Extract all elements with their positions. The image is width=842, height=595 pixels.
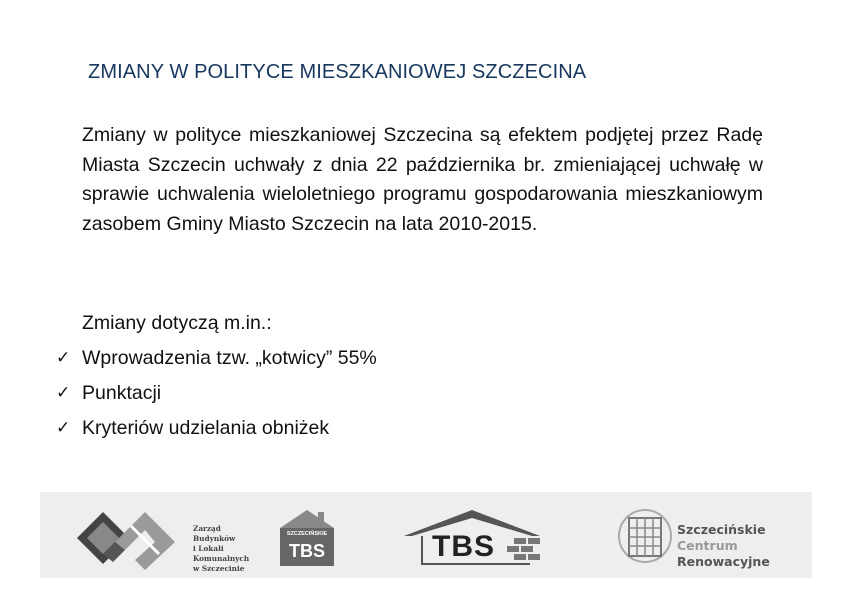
stbs-big-text: TBS bbox=[289, 541, 325, 561]
list-item-label: Wprowadzenia tzw. „kotwicy” 55% bbox=[82, 347, 377, 369]
scr-line2: Centrum bbox=[677, 538, 738, 553]
tbs-logo-text: TBS bbox=[432, 530, 495, 563]
list-intro: Zmiany dotyczą m.in.: bbox=[82, 312, 272, 334]
scr-line3: Renowacyjne bbox=[677, 554, 770, 569]
logo-footer bbox=[40, 492, 812, 578]
change-list bbox=[56, 344, 377, 449]
tbs-logo bbox=[402, 508, 552, 568]
list-item-label: Kryteriów udzielania obniżek bbox=[82, 417, 330, 439]
stbs-small-text: SZCZECIŃSKIE bbox=[286, 531, 328, 537]
body-paragraph: Zmiany w polityce mieszkaniowej Szczecina są efektem podjętej przez Radę Miasta Szczecin uchwały z dnia 22 października br. zmieniającej uchwałę w sprawie uchwalenia wieloletniego programu gospodarowania mieszkaniowym zasobem Gminy Miasto Szczecin na lata 2010-2015. bbox=[82, 124, 763, 235]
list-item bbox=[56, 379, 377, 414]
list-item-label: Punktacji bbox=[82, 382, 162, 404]
stbs-logo bbox=[278, 508, 336, 566]
scr-logo bbox=[617, 504, 807, 568]
checkmark-icon: ✓ bbox=[56, 348, 71, 368]
scr-line1: Szczecińskie bbox=[677, 522, 766, 537]
list-item bbox=[56, 414, 377, 449]
zbil-logo bbox=[75, 508, 275, 573]
scr-logo-text bbox=[677, 522, 770, 570]
zbil-diamond-logo-icon bbox=[75, 508, 187, 570]
slide-title: ZMIANY W POLITYCE MIESZKANIOWEJ SZCZECINA bbox=[88, 61, 587, 83]
list-item bbox=[56, 344, 377, 379]
checkmark-icon: ✓ bbox=[56, 383, 71, 403]
building-grid-logo-icon bbox=[617, 504, 673, 568]
zbil-logo-text: Zarząd Budynków i Lokali Komunalnych w Szczecinie bbox=[193, 524, 250, 573]
checkmark-icon: ✓ bbox=[56, 418, 71, 438]
